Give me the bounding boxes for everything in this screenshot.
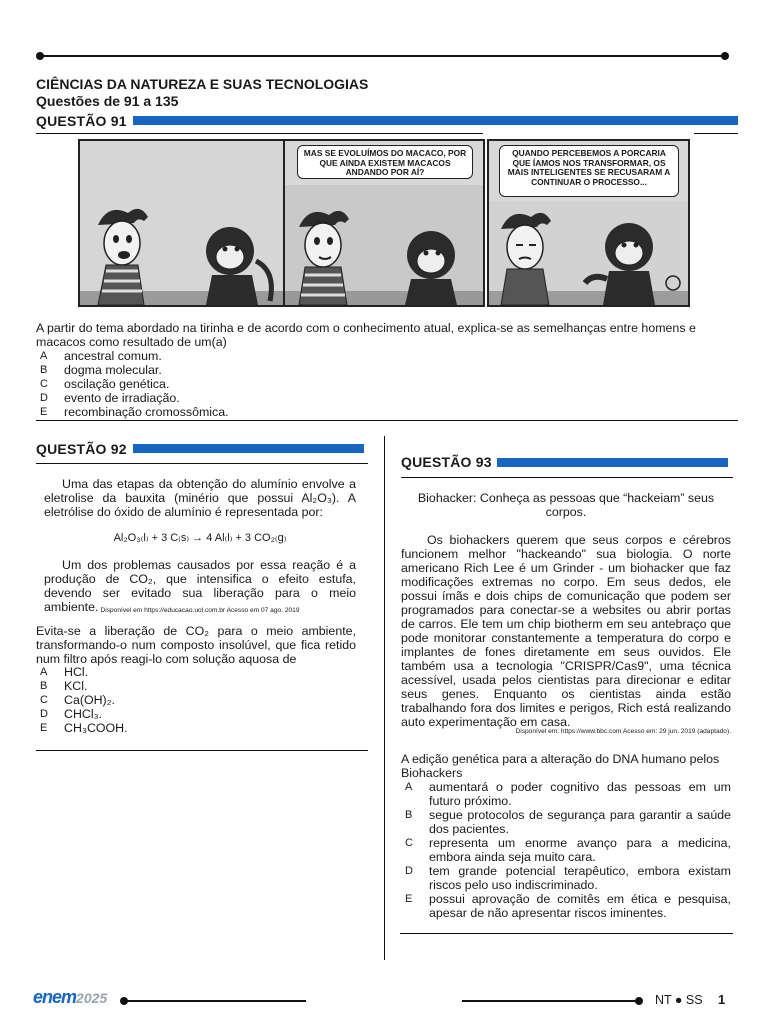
question-93-options — [401, 780, 731, 920]
question-92-stem: Evita-se a liberação de CO₂ para o meio ambiente, transformando-o num composto insolúvel, que fica retido num filtro após reagi-lo com solução aquosa de — [36, 624, 356, 666]
option-letter: D — [40, 708, 48, 720]
option-b[interactable] — [36, 679, 356, 693]
top-rule-right-dot — [721, 52, 729, 60]
option-letter: A — [405, 781, 413, 793]
question-91-bar — [133, 116, 738, 125]
question-93-headline: Biohacker: Conheça as pessoas que “hackeiam” seus corpos. — [417, 491, 715, 519]
comic-panel-1 — [78, 139, 285, 307]
option-e[interactable] — [36, 405, 736, 419]
option-d[interactable] — [401, 864, 731, 892]
option-letter: A — [40, 350, 48, 362]
option-text: segue protocolos de segurança para garantir a saúde dos pacientes. — [429, 808, 731, 836]
option-text: HCl. — [64, 665, 89, 679]
footer-left-rule — [124, 1000, 306, 1002]
question-range: Questões de 91 a 135 — [36, 93, 179, 109]
option-c[interactable] — [36, 377, 736, 391]
area-title: CIÊNCIAS DA NATUREZA E SUAS TECNOLOGIAS — [36, 76, 369, 92]
question-93-rule — [401, 477, 733, 478]
comic-panel-2 — [283, 139, 485, 307]
option-d[interactable] — [36, 707, 356, 721]
question-92-rule — [36, 463, 368, 464]
comic-panel-2-art — [285, 185, 483, 305]
option-text: dogma molecular. — [64, 363, 162, 377]
question-92-bar — [133, 444, 364, 453]
option-text: CHCl₃. — [64, 707, 103, 721]
question-92-source: Disponível em https://educacao.uol.com.br Acesso em 07 ago. 2019 — [100, 607, 300, 614]
question-93-stem: A edição genética para a alteração do DNA humano pelos Biohackers — [401, 752, 720, 780]
page-number: 1 — [718, 992, 726, 1007]
option-d[interactable] — [36, 391, 736, 405]
option-letter: C — [40, 378, 48, 390]
comic-panel-3-art — [489, 201, 688, 305]
option-e[interactable] — [36, 721, 356, 735]
question-93-body: Os biohackers querem que seus corpos e cérebros funcionem melhor "hackeando" sua biologia. O norte americano Rich Lee é um Grinder - um biohacker que faz modificações extremas no corpo. Em seus dedos, ele possui ímãs e dois chips de comunicação que podem ser programados para conectar-se a websites ou abrir portas de carros. Ele tem um chip biotherm em seu antebraço que pode monitorar constantemente a temperatura do corpo e implantes de fones diretamente em seus ouvidos. Ele também usa a tecnologia "CRISPR/Cas9", uma técnica acessível, usada pelos cientistas para direcionar e editar seus genes. Enquanto os cientistas ainda estão trabalhando fora dos limites e perigos, Rich está realizando auto experimentação em casa. — [401, 533, 731, 729]
option-letter: D — [405, 865, 413, 877]
option-letter: D — [40, 392, 48, 404]
question-91-rule-right — [694, 133, 738, 134]
option-letter: E — [40, 406, 48, 418]
question-91-options — [36, 349, 736, 419]
question-92-equation: Al₂O₃₍l₎ + 3 C₍s₎ → 4 Al₍l₎ + 3 CO₂₍g₎ — [113, 532, 287, 544]
option-a[interactable] — [36, 349, 736, 363]
question-91-title: QUESTÃO 91 — [36, 113, 127, 129]
column-divider — [384, 436, 385, 960]
enem-logo — [33, 987, 107, 1008]
question-92-options — [36, 665, 356, 735]
footer-right-dot — [635, 997, 643, 1005]
option-text: representa um enorme avanço para a medicina, embora ainda seja muito cara. — [429, 836, 731, 864]
comic-panel-3 — [487, 139, 690, 307]
option-text: KCl. — [64, 679, 88, 693]
question-92-paragraph-1: Uma das etapas da obtenção do alumínio envolve a eletrolise da bauxita (minério que possui Al₂O₃). A eletrólise do óxido de alumínio é representada por: — [44, 477, 356, 519]
option-letter: B — [40, 364, 48, 376]
option-text: possui aprovação de comitês em ética e pesquisa, apesar de não apresentar riscos iminentes. — [429, 892, 731, 920]
footer-right-rule — [462, 1000, 638, 1002]
question-93-title: QUESTÃO 93 — [401, 454, 492, 470]
option-letter: C — [405, 837, 413, 849]
option-text: aumentará o poder cognitivo das pessoas em um futuro próximo. — [429, 780, 731, 808]
option-text: evento de irradiação. — [64, 391, 180, 405]
option-text: Ca(OH)₂. — [64, 693, 115, 707]
question-93-source: Disponível em: https://www.bbc.com Acesso em: 29 jun. 2019 (adaptado). — [515, 728, 731, 735]
option-letter: C — [40, 694, 48, 706]
top-rule — [40, 55, 728, 57]
question-91-stem: A partir do tema abordado na tirinha e de acordo com o conhecimento atual, explica-se as semelhanças entre homens e macacos como resultado de um(a) — [36, 321, 696, 349]
option-a[interactable] — [36, 665, 356, 679]
option-letter: B — [40, 680, 48, 692]
option-letter: E — [40, 722, 48, 734]
option-text: tem grande potencial terapêutico, embora existam riscos pelo uso indiscriminado. — [429, 864, 731, 892]
option-text: ancestral comum. — [64, 349, 162, 363]
option-text: CH₃COOH. — [64, 721, 128, 735]
question-91-rule-left — [36, 133, 483, 134]
option-c[interactable] — [36, 693, 356, 707]
option-letter: B — [405, 809, 413, 821]
option-c[interactable] — [401, 836, 731, 864]
question-92-title: QUESTÃO 92 — [36, 441, 127, 457]
option-b[interactable] — [401, 808, 731, 836]
option-letter: E — [405, 893, 413, 905]
comic-panel-3-bubble: QUANDO PERCEBEMOS A PORCARIA QUE ÍAMOS NOS TRANSFORMAR, OS MAIS INTELIGENTES SE RECUSARAM A CONTINUAR O PROCESSO... — [499, 145, 679, 197]
enem-logo-year: 2025 — [76, 990, 108, 1006]
question-92-bottom-rule — [36, 750, 368, 751]
enem-logo-text: enem — [33, 987, 77, 1007]
option-text: oscilação genética. — [64, 377, 170, 391]
question-93-bottom-rule — [400, 933, 733, 934]
option-a[interactable] — [401, 780, 731, 808]
option-e[interactable] — [401, 892, 731, 920]
option-b[interactable] — [36, 363, 736, 377]
question-92-paragraph-2: Um dos problemas causados por essa reação é a produção de CO₂, que intensifica o efeito estufa, devendo ser evitado sua liberação para o meio ambiente. — [44, 558, 356, 614]
question-91-bottom-rule — [36, 420, 738, 421]
comic-panel-1-art — [80, 141, 283, 305]
question-93-bar — [497, 458, 728, 467]
option-letter: A — [40, 666, 48, 678]
option-text: recombinação cromossômica. — [64, 405, 229, 419]
footer-code: NT ● SS — [655, 993, 703, 1007]
comic-panel-2-bubble: MAS SE EVOLUÍMOS DO MACACO, POR QUE AINDA EXISTEM MACACOS ANDANDO POR AÍ? — [297, 145, 473, 179]
